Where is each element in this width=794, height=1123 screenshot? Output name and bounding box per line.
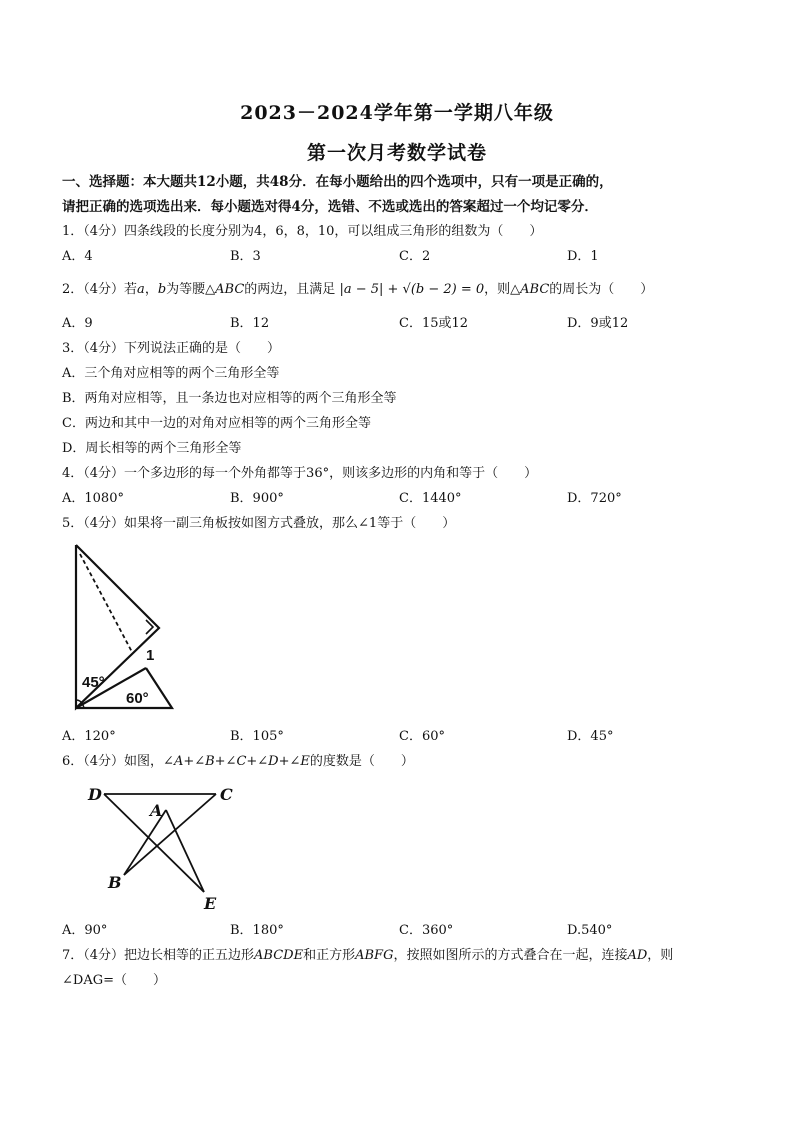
- q3-option-d[interactable]: D．周长相等的两个三角形全等: [62, 441, 242, 456]
- q1-option-a[interactable]: A．4: [62, 249, 93, 264]
- q2-option-b[interactable]: B．12: [230, 316, 270, 331]
- q2-option-c[interactable]: C．15或12: [399, 316, 469, 331]
- question-5-stem: 5．（4分）如果将一副三角板按如图方式叠放，那么∠1等于（ ）: [62, 516, 456, 531]
- q6-option-c[interactable]: C．360°: [399, 923, 454, 938]
- q5-option-c[interactable]: C．60°: [399, 729, 445, 744]
- question-3-stem: 3．（4分）下列说法正确的是（ ）: [62, 341, 281, 356]
- q6-option-b[interactable]: B．180°: [230, 923, 284, 938]
- q5-label-1: 1: [146, 647, 155, 664]
- q2-option-d[interactable]: D．9或12: [567, 316, 629, 331]
- question-1-stem: 1．（4分）四条线段的长度分别为4，6，8，10，可以组成三角形的组数为（ ）: [62, 224, 543, 239]
- q6-line-cb: [124, 794, 216, 875]
- q6-option-d[interactable]: D.540°: [567, 923, 613, 938]
- q7-segment-ad: AD: [627, 948, 648, 963]
- q2-var-a: a: [137, 282, 145, 297]
- q6-stem-pre: 6．（4分）如图，: [62, 754, 164, 769]
- section-instructions-line2: 请把正确的选项选出来．每小题选对得4分，选错、不选或选出的答案超过一个均记零分．: [62, 199, 598, 215]
- q2-option-a[interactable]: A．9: [62, 316, 93, 331]
- q2-var-b: b: [157, 282, 167, 297]
- q2-comma: ，: [144, 282, 158, 297]
- question-2-stem: [62, 280, 653, 300]
- q5-triangle-figure: [66, 540, 181, 715]
- q1-option-c[interactable]: C．2: [399, 249, 431, 264]
- q7-line1-mid: 和正方形: [303, 948, 356, 963]
- q5-option-d[interactable]: D．45°: [567, 729, 614, 744]
- q5-label-60: 60°: [126, 690, 149, 707]
- q2-stem-mid: 为等腰△: [166, 282, 216, 297]
- question-7-stem-line1: [62, 946, 673, 966]
- q6-label-a: A: [150, 801, 163, 820]
- q6-option-a[interactable]: A．90°: [62, 923, 108, 938]
- q2-formula: |a − 5| + √(b − 2) = 0: [339, 282, 485, 297]
- q4-option-a[interactable]: A．1080°: [62, 491, 124, 506]
- exam-title-year: 2023－2024学年第一学期八年级: [240, 102, 554, 124]
- q1-option-b[interactable]: B．3: [230, 249, 261, 264]
- q7-square-name: ABFG: [355, 948, 394, 963]
- q2-stem-post1: ，则△: [484, 282, 521, 297]
- q2-stem-mid2: 的两边，且满足: [244, 282, 336, 297]
- question-6-stem: [62, 752, 414, 772]
- q5-label-45: 45°: [82, 674, 105, 691]
- q5-dashed-line: [80, 554, 132, 652]
- section-instructions-line1: 一、选择题：本大题共12小题，共48分．在每小题给出的四个选项中，只有一项是正确的，: [62, 174, 613, 190]
- q7-pentagon-name: ABCDE: [254, 948, 304, 963]
- q7-line1-mid2: ，按照如图所示的方式叠合在一起，连接: [393, 948, 628, 963]
- q2-triangle-abc-2: ABC: [520, 282, 550, 297]
- q4-option-b[interactable]: B．900°: [230, 491, 284, 506]
- q6-star-figure: [84, 780, 244, 915]
- q4-option-c[interactable]: C．1440°: [399, 491, 462, 506]
- question-7-stem-line2: ∠DAG=（ ）: [62, 973, 166, 988]
- q3-option-c[interactable]: C．两边和其中一边的对角对应相等的两个三角形全等: [62, 416, 371, 431]
- exam-title-subject: 第一次月考数学试卷: [306, 142, 487, 164]
- q5-option-b[interactable]: B．105°: [230, 729, 284, 744]
- q1-option-d[interactable]: D．1: [567, 249, 599, 264]
- q3-option-a[interactable]: A．三个角对应相等的两个三角形全等: [62, 366, 280, 381]
- q6-formula: ∠A+∠B+∠C+∠D+∠E: [163, 754, 310, 769]
- q7-line1-pre: 7．（4分）把边长相等的正五边形: [62, 948, 255, 963]
- q2-triangle-abc: ABC: [215, 282, 245, 297]
- q7-line1-post: ，则: [647, 948, 674, 963]
- q6-label-b: B: [108, 873, 122, 892]
- q6-stem-post: 的度数是（ ）: [309, 754, 414, 769]
- q5-option-a[interactable]: A．120°: [62, 729, 116, 744]
- q2-stem-pre: 2．（4分）若: [62, 282, 138, 297]
- q3-option-b[interactable]: B．两角对应相等，且一条边也对应相等的两个三角形全等: [62, 391, 397, 406]
- q6-label-e: E: [204, 894, 217, 913]
- question-4-stem: 4．（4分）一个多边形的每一个外角都等于36°，则该多边形的内角和等于（ ）: [62, 466, 538, 481]
- q6-label-c: C: [220, 785, 233, 804]
- q2-stem-post2: 的周长为（ ）: [549, 282, 654, 297]
- q4-option-d[interactable]: D．720°: [567, 491, 622, 506]
- q6-label-d: D: [88, 785, 102, 804]
